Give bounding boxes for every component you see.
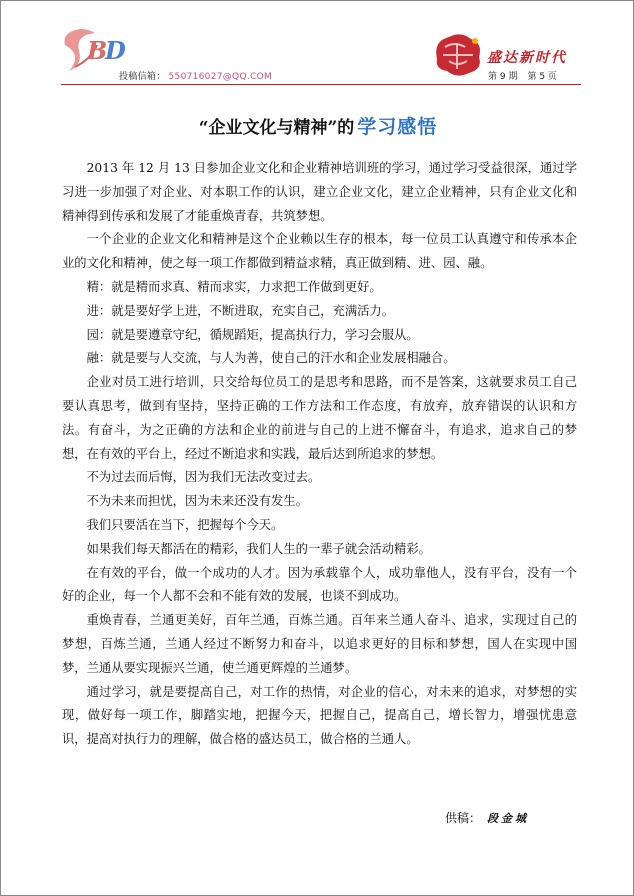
submission-email <box>119 69 272 82</box>
paragraph: 一个企业的企业文化和精神是这个企业赖以生存的根本，每一位员工认真遵守和传承本企业的文化和精神，使之每一项工作都做到精益求精，真正做到精、进、园、融。 <box>62 232 577 271</box>
paragraph: 通过学习，就是要提高自己，对工作的热情，对企业的信心，对未来的追求，对梦想的实现，做好每一项工作，脚踏实地，把握今天，把握自己，提高自己，增长智力，增强忧患意识，提高对执行力的理解，做合格的盛达员工，做合格的兰通人。 <box>62 684 577 747</box>
page-number: 第 5 页 <box>527 72 557 82</box>
paragraph: 企业对员工进行培训，只交给每位员工的是思考和思路，而不是答案，这就要求员工自己要认真思考，做到有坚持，坚持正确的工作方法和工作态度，有放弃，放弃错误的认识和方法。有奋斗，为之正确的方法和企业的前进与自己的上进不懈奋斗，有追求，追求自己的梦想，在有效的平台上，经过不断追求和实践，最后达到所追求的梦想。 <box>62 375 577 461</box>
publication-emblem <box>431 29 487 79</box>
article-title <box>1 112 634 139</box>
contact-label: 投稿信箱： <box>119 72 166 82</box>
paragraph: 融：就是要与人交流，与人为善，使自己的汗水和企业发展相融合。 <box>86 351 456 366</box>
paragraph: 精：就是精而求真、精而求实，力求把工作做到更好。 <box>86 279 382 294</box>
signature-author: 段金城 <box>487 812 530 825</box>
paragraph: 我们只要活在当下，把握每个今天。 <box>86 517 284 532</box>
signature-label: 供稿： <box>445 811 482 825</box>
paragraph: 重焕青春，兰通更美好，百年兰通，百炼兰通。百年来兰通人奋斗、追求，实现过自己的梦想，百炼兰通，兰通人经过不断努力和奋斗，以追求更好的目标和梦想，国人在实现中国梦，兰通从要实现振兴兰通，使兰通更辉煌的兰通梦。 <box>62 613 577 675</box>
article-title-accent: 学习感悟 <box>357 116 438 138</box>
svg-text:D: D <box>105 36 126 65</box>
contact-email[interactable]: 550716027@QQ.COM <box>168 72 273 82</box>
paragraph: 不为过去而后悔，因为我们无法改变过去。 <box>86 470 321 485</box>
publication-name: 盛达新时代 <box>487 50 567 66</box>
issue-number: 第 9 期 <box>488 72 518 82</box>
paragraph: 进：就是要好学上进，不断进取，充实自己，充满活力。 <box>86 303 395 318</box>
paragraph: 在有效的平台，做一个成功的人才。因为承载靠个人，成功靠他人，没有平台，没有一个好的企业，每一个人都不会和不能有效的发展，也谈不到成功。 <box>62 565 577 604</box>
article-body <box>62 157 577 752</box>
paragraph: 如果我们每天都活在的精彩，我们人生的一辈子就会活动精彩。 <box>86 541 431 556</box>
paragraph: 2013 年 12 月 13 日参加企业文化和企业精神培训班的学习，通过学习受益很深，通过学习进一步加强了对企业、对本职工作的认识，建立企业文化，建立企业精神，只有企业文化和精神得到传承和发展了才能重焕青春，共筑梦想。 <box>62 161 577 223</box>
article-title-main: “企业文化与精神”的 <box>198 118 355 138</box>
article-signature <box>445 809 529 826</box>
paragraph: 园：就是要遵章守纪，循规蹈矩，提高执行力，学习会服从。 <box>86 327 419 342</box>
header-divider <box>61 84 581 85</box>
issue-page-info <box>488 69 557 82</box>
paragraph: 不为未来而担忧，因为未来还没有发生。 <box>86 494 308 509</box>
svg-text:B: B <box>87 36 108 65</box>
